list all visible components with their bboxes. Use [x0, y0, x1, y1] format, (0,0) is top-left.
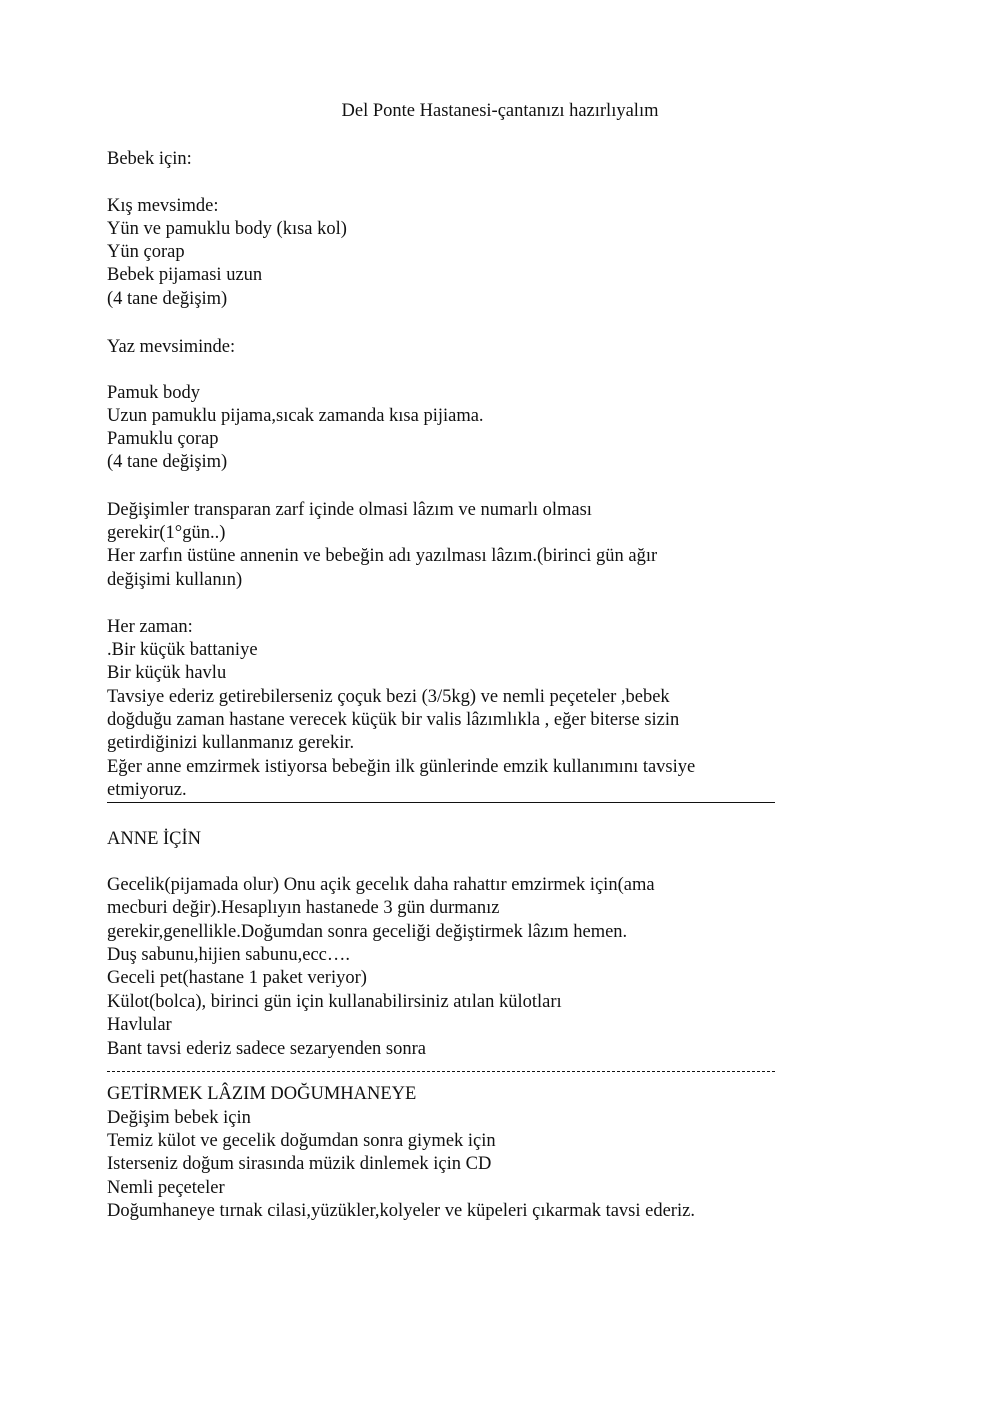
delivery-item: Değişim bebek için — [107, 1108, 251, 1128]
winter-item: Yün çorap — [107, 242, 185, 262]
notes-line: Her zarfın üstüne annenin ve bebeğin adı yazılması lâzım.(birinci gün ağır — [107, 546, 658, 566]
always-item: Eğer anne emzirmek istiyorsa bebeğin ilk günlerinde emzik kullanımını tavsiye — [107, 757, 696, 777]
delivery-item: Temiz külot ve gecelik doğumdan sonra giymek için — [107, 1131, 496, 1151]
summer-item: Pamuk body — [107, 383, 201, 403]
summer-item: (4 tane değişim) — [107, 452, 228, 472]
section-divider-solid — [107, 802, 775, 803]
always-item: doğduğu zaman hastane verecek küçük bir valis lâzımlıkla , eğer biterse sizin — [107, 710, 680, 730]
always-item: Bir küçük havlu — [107, 663, 227, 683]
delivery-item: Nemli peçeteler — [107, 1178, 225, 1198]
delivery-section-heading: GETİRMEK LÂZIM DOĞUMHANEYE — [107, 1084, 417, 1104]
always-item: .Bir küçük battaniye — [107, 640, 258, 660]
notes-line: Değişimler transparan zarf içinde olmasi lâzım ve numarlı olması — [107, 500, 592, 520]
winter-item: Bebek pijamasi uzun — [107, 265, 263, 285]
winter-item: (4 tane değişim) — [107, 289, 228, 309]
delivery-item: Isterseniz doğum sirasında müzik dinlemek için CD — [107, 1154, 492, 1174]
mother-item: Gecelik(pijamada olur) Onu açik gecelık daha rahattır emzirmek için(ama — [107, 875, 655, 895]
mother-item: Külot(bolca), birinci gün için kullanabilirsiniz atılan külotları — [107, 992, 562, 1012]
delivery-item: Doğumhaneye tırnak cilasi,yüzükler,kolyeler ve küpeleri çıkarmak tavsi ederiz. — [107, 1201, 695, 1221]
baby-section-heading: Bebek için: — [107, 149, 192, 169]
mother-item: Duş sabunu,hijien sabunu,ecc…. — [107, 945, 351, 965]
page-title: Del Ponte Hastanesi-çantanızı hazırlıyalım — [341, 101, 659, 121]
always-item: getirdiğinizi kullanmanız gerekir. — [107, 733, 355, 753]
mother-item: gerekir,genellikle.Doğumdan sonra geceliği değiştirmek lâzım hemen. — [107, 922, 628, 942]
section-divider-dashed — [107, 1071, 775, 1072]
mother-item: Geceli pet(hastane 1 paket veriyor) — [107, 968, 367, 988]
summer-item: Pamuklu çorap — [107, 429, 219, 449]
summer-heading: Yaz mevsiminde: — [107, 337, 236, 357]
mother-item: Bant tavsi ederiz sadece sezaryenden sonra — [107, 1039, 426, 1059]
winter-item: Yün ve pamuklu body (kısa kol) — [107, 219, 347, 239]
winter-heading: Kış mevsimde: — [107, 196, 219, 216]
notes-line: değişimi kullanın) — [107, 570, 243, 590]
notes-line: gerekir(1°gün..) — [107, 523, 226, 543]
mother-section-heading: ANNE İÇİN — [107, 829, 202, 849]
always-item: etmiyoruz. — [107, 780, 187, 800]
always-heading: Her zaman: — [107, 617, 193, 637]
always-item: Tavsiye ederiz getirebilerseniz çoçuk bezi (3/5kg) ve nemli peçeteler ,bebek — [107, 687, 670, 707]
mother-item: mecburi değir).Hesaplıyın hastanede 3 gün durmanız — [107, 898, 500, 918]
summer-item: Uzun pamuklu pijama,sıcak zamanda kısa pijiama. — [107, 406, 484, 426]
mother-item: Havlular — [107, 1015, 172, 1035]
